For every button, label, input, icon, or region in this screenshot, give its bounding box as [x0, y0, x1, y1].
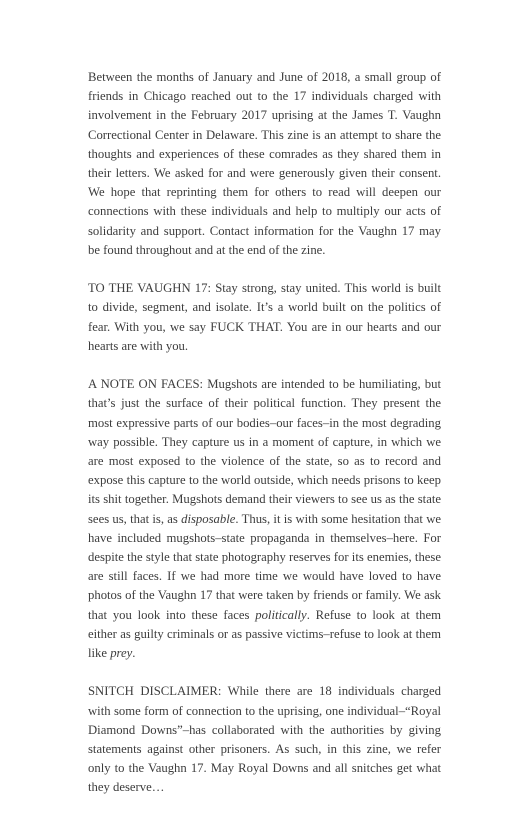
- faces-text-3: . Refuse to look at them either as guilty criminals or as passive victims–refuse to look at them like: [88, 607, 441, 661]
- note-on-faces-paragraph: [88, 375, 441, 663]
- faces-emphasis-politically: politically: [255, 607, 307, 622]
- faces-text-1: A NOTE ON FACES: Mugshots are intended to be humiliating, but that’s just the surface of their political function. They present the most expressive parts of our bodies–our faces–in the most degrading way possible. They capture us in a moment of capture, in which we are most exposed to the violence of the state, so as to record and expose this capture to the world outside, which needs prisons to keep its shit together. Mugshots demand their viewers to see us as the state sees us, that is, as: [88, 377, 441, 526]
- faces-text-2: . Thus, it is with some hesitation that we have included mugshots–state propaganda in themselves–here. For despite the style that state photography reserves for its enemies, these are still faces. If we had more time we would have loved to have photos of the Vaughn 17 that were taken by friends or family. We ask that you look into these faces: [88, 511, 441, 622]
- snitch-disclaimer-paragraph: SNITCH DISCLAIMER: While there are 18 individuals charged with some form of connection to the uprising, one individual–“Royal Diamond Downs”–has collaborated with the authorities by giving statements against other prisoners. As such, in this zine, we refer only to the Vaughn 17. May Royal Downs and all snitches get what they deserve…: [88, 684, 441, 795]
- vaughn-17-paragraph: TO THE VAUGHN 17: Stay strong, stay united. This world is built to divide, segment, and isolate. It’s a world built on the politics of fear. With you, we say FUCK THAT. You are in our hearts and our hearts are with you.: [88, 281, 441, 353]
- faces-emphasis-prey: prey: [110, 646, 133, 661]
- faces-text-4: .: [132, 646, 136, 661]
- intro-paragraph: Between the months of January and June of 2018, a small group of friends in Chicago reached out to the 17 individuals charged with involvement in the February 2017 uprising at the James T. Vaughn Correctional Center in Delaware. This zine is an attempt to share the thoughts and experiences of these comrades as they shared them in their letters. We asked for and were generously given their consent. We hope that reprinting them for others to read will deepen our connections with these individuals and help to multiply our acts of solidarity and support. Contact information for the Vaughn 17 may be found throughout and at the end of the zine.: [88, 70, 441, 257]
- faces-emphasis-disposable: disposable: [181, 511, 236, 526]
- zine-page: [88, 68, 441, 817]
